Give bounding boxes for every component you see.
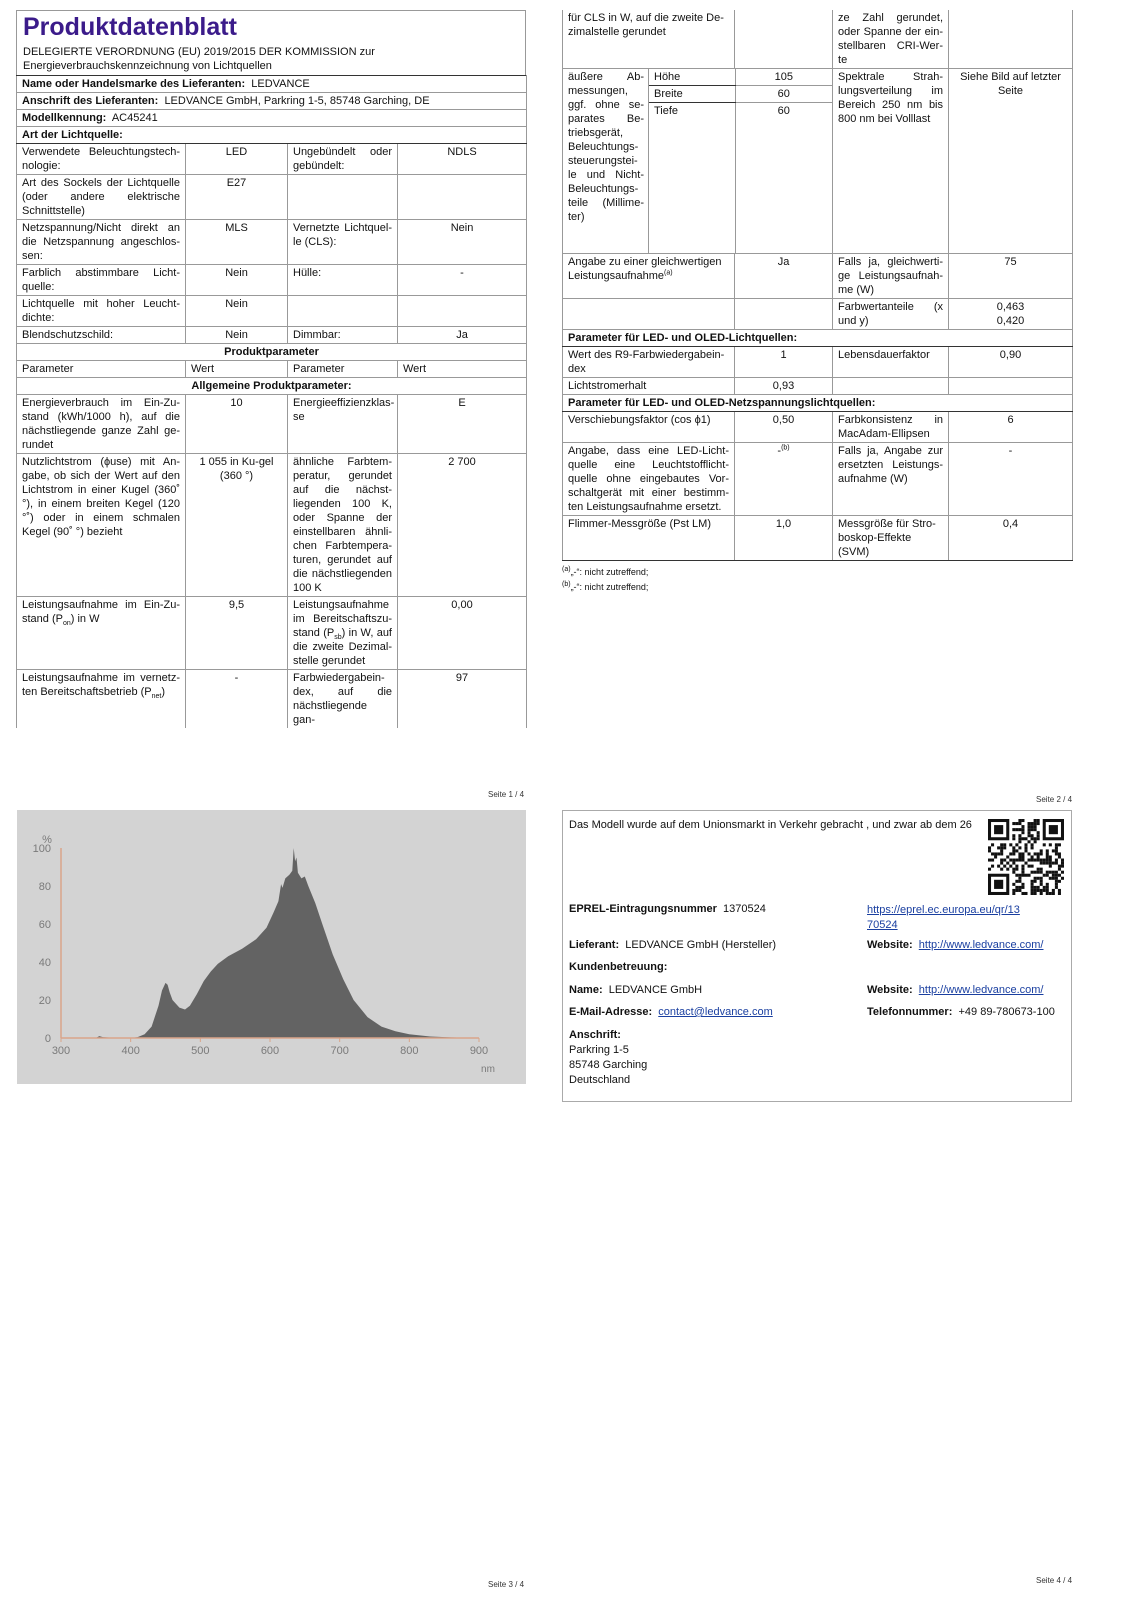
page-number: Seite 1 / 4 <box>488 790 525 799</box>
page-number: Seite 3 / 4 <box>488 1580 525 1589</box>
website2-row: Website: http://www.ledvance.com/ <box>867 984 1044 996</box>
column-header-row: Parameter Wert Parameter Wert <box>17 361 527 378</box>
table-row: Verwendete Beleuchtungstech-nologie: LED Ungebündelt oder gebündelt: NDLS <box>17 144 527 175</box>
spectrum-area <box>61 848 479 1038</box>
document-header <box>16 10 526 75</box>
table-row: Nutzlichtstrom (ϕuse) mit An-gabe, ob sich der Wert auf den Lichtstrom in einer Kugel (360˚ °), in einem breiten Kegel (120 °˚) oder in einem schmalen Kegel (90˚ °) bezieht 1 055 in Ku-gel (360 °) ähnliche Farbtem-peratur, gerundet auf die nächst-liegenden 100 K, oder Spanne der einstellbaren ähnli-chen Farbtempera-turen, gerundet auf die nächstliegenden 100 K 2 700 <box>17 454 527 597</box>
eprel-number: 1370524 <box>723 903 766 915</box>
table-row: Angabe, dass eine LED-Licht-quelle eine Leuchtstofflicht-quelle ohne eingebautes Vor-schaltgerät mit einer bestimm-ten Leistungsaufnahme ersetzt. -$^{(b)}$ Falls ja, Angabe zur ersetzten Leistungs-aufnahme (W) - <box>563 443 1073 516</box>
table-row: Flimmer-Messgröße (Pst LM) 1,0 Messgröße für Stro-boskop-Effekte (SVM) 0,4 <box>563 516 1073 561</box>
website-row: Website: http://www.ledvance.com/ <box>867 939 1044 951</box>
x-axis-label: nm <box>481 1064 495 1075</box>
dimensions-table: Höhe 105 Breite 60 Tiefe 60 <box>649 69 832 253</box>
table-row: Wert des R9-Farbwiedergabein-dex 1 Lebensdauerfaktor 0,90 <box>563 347 1073 378</box>
product-params-heading: Produktparameter <box>17 344 527 361</box>
chroma-y: 0,420 <box>996 315 1025 327</box>
table-row: Leistungsaufnahme im vernetz-ten Bereitschaftsbetrieb $(P_{net})$ - Farbwiedergabein-dex, auf die nächstliegende gan- 97 <box>17 670 527 729</box>
eprel-row: EPREL-Eintragungsnummer 1370524 <box>569 903 766 915</box>
table-row: Leistungsaufnahme im Ein-Zu-stand $(P_{on})$ in W 9,5 Leistungsaufnahme im Bereitschaftszu-stand $(P_{sb})$ in W, auf die zweite Dezimal-stelle gerundet 0,00 <box>17 597 527 670</box>
y-tick-label: 60 <box>38 919 51 931</box>
light-source-type-heading: Art der Lichtquelle: <box>17 127 527 144</box>
supplier-address-row: Anschrift des Lieferanten: LEDVANCE GmbH, Parkring 1-5, 85748 Garching, DE <box>17 93 527 110</box>
model-row: Modellkennung: AC45241 <box>17 110 527 127</box>
regulation-line-2: Energieverbrauchskennzeichnung von Lichtquellen <box>23 60 272 72</box>
eprel-link[interactable]: https://eprel.ec.europa.eu/qr/13 70524 <box>867 904 1020 931</box>
x-tick-label: 400 <box>121 1045 140 1057</box>
x-tick-label: 600 <box>260 1045 280 1057</box>
website-link[interactable]: http://www.ledvance.com/ <box>918 939 1044 951</box>
table-row: Netzspannung/Nicht direkt an die Netzspannung angeschlos-sen: MLS Vernetzte Lichtquel-le (CLS): Nein <box>17 220 527 265</box>
supplier-row: Lieferant: LEDVANCE GmbH (Hersteller) <box>569 939 777 951</box>
regulation-line-1: DELEGIERTE VERORDNUNG (EU) 2019/2015 DER KOMMISSION zur <box>23 46 375 58</box>
mains-params-heading: Parameter für LED- und OLED-Netzspannungslichtquellen: <box>563 395 1073 412</box>
address-block: Anschrift: Parkring 1-5 85748 Garching Deutschland <box>569 1029 648 1086</box>
model-id: AC45241 <box>111 112 158 124</box>
email-row: E-Mail-Adresse: contact@ledvance.com <box>569 1006 773 1018</box>
page-2 <box>562 10 1072 595</box>
service-name-row: Name: LEDVANCE GmbH <box>569 984 703 996</box>
x-tick-label: 500 <box>191 1045 210 1057</box>
x-tick-label: 700 <box>330 1045 349 1057</box>
footnotes <box>562 565 1072 595</box>
qr-code-icon[interactable] <box>988 819 1064 895</box>
page-4-info <box>562 810 1072 1102</box>
table-row: für CLS in W, auf die zweite De-zimalstelle gerundet ze Zahl gerundet, oder Spanne der ein-stellbaren CRI-Wer-te <box>563 10 1073 69</box>
page-number: Seite 4 / 4 <box>1036 1576 1073 1585</box>
table-row: Art des Sockels der Lichtquelle (oder andere elektrische Schnittstelle) E27 <box>17 175 527 220</box>
market-date-text: Das Modell wurde auf dem Unionsmarkt in Verkehr gebracht , und zwar ab dem 26 <box>569 819 972 831</box>
page-title: Produktdatenblatt <box>23 13 237 41</box>
footnote-a: $^{(a)}$„-“: nicht zutreffend; <box>562 566 649 577</box>
page-number: Seite 2 / 4 <box>1036 795 1073 804</box>
supplier-address: LEDVANCE GmbH, Parkring 1-5, 85748 Garching, DE <box>164 95 430 107</box>
customer-service-heading: Kundenbetreuung: <box>569 961 668 973</box>
table-row: Energieverbrauch im Ein-Zu-stand (kWh/1000 h), auf die nächstliegende ganze Zahl ge-rundet 10 Energieeffizienzklas-se E <box>17 395 527 454</box>
supplier-name-row: Name oder Handelsmarke des Lieferanten: LEDVANCE <box>17 76 527 93</box>
website-link-2[interactable]: http://www.ledvance.com/ <box>918 984 1044 996</box>
x-tick-label: 900 <box>469 1045 489 1057</box>
dimensions-row: äußere Ab-messungen, ggf. ohne se-parates Be-triebsgerät, Beleuchtungs-steuerungstei-le und Nicht-Beleuchtungs-teile (Millime-ter) Höhe 105 Breite 60 Tiefe 60 Spektrale Strah-lungsverteilung im Bereich 250 nm bis 800 nm bei Volllast Siehe Bild auf letzter Seite <box>563 69 1073 254</box>
table-row: Lichtquelle mit hoher Leucht-dichte: Nein <box>17 296 527 327</box>
chart-svg <box>17 810 526 1084</box>
table-row: Verschiebungsfaktor (cos ϕ1) 0,50 Farbkonsistenz in MacAdam-Ellipsen 6 <box>563 412 1073 443</box>
table-row: Farblich abstimmbare Licht-quelle: Nein Hülle: - <box>17 265 527 296</box>
y-tick-label: 100 <box>32 843 51 855</box>
product-sheet-table-page2 <box>562 10 1073 561</box>
page-1 <box>16 10 526 728</box>
footnote-b: $^{(b)}$„-“: nicht zutreffend; <box>562 581 649 592</box>
table-row: Lichtstromerhalt 0,93 <box>563 378 1073 395</box>
x-tick-label: 300 <box>51 1045 71 1057</box>
chroma-x: 0,463 <box>996 301 1025 313</box>
supplier-name: LEDVANCE <box>251 78 310 90</box>
y-tick-label: 40 <box>38 957 51 969</box>
phone-row: Telefonnummer: +49 89-780673-100 <box>867 1006 1055 1018</box>
general-params-heading: Allgemeine Produktparameter: <box>17 378 527 395</box>
table-row: Farbwertanteile (x und y) 0,463 0,420 <box>563 299 1073 330</box>
spectral-distribution-chart <box>17 810 526 1084</box>
y-tick-label: 20 <box>38 995 51 1007</box>
product-sheet-table-page1 <box>16 75 527 728</box>
x-tick-label: 800 <box>400 1045 419 1057</box>
email-link[interactable]: contact@ledvance.com <box>658 1006 773 1018</box>
table-row: Angabe zu einer gleichwertigen Leistungsaufnahme$^{(a)}$ Ja Falls ja, gleichwerti-ge Leistungsaufnah-me (W) 75 <box>563 254 1073 299</box>
led-params-heading: Parameter für LED- und OLED-Lichtquellen: <box>563 330 1073 347</box>
y-tick-label: 80 <box>38 881 51 893</box>
y-tick-label: 0 <box>44 1033 51 1045</box>
y-axis-label: % <box>42 834 52 846</box>
table-row: Blendschutzschild: Nein Dimmbar: Ja <box>17 327 527 344</box>
